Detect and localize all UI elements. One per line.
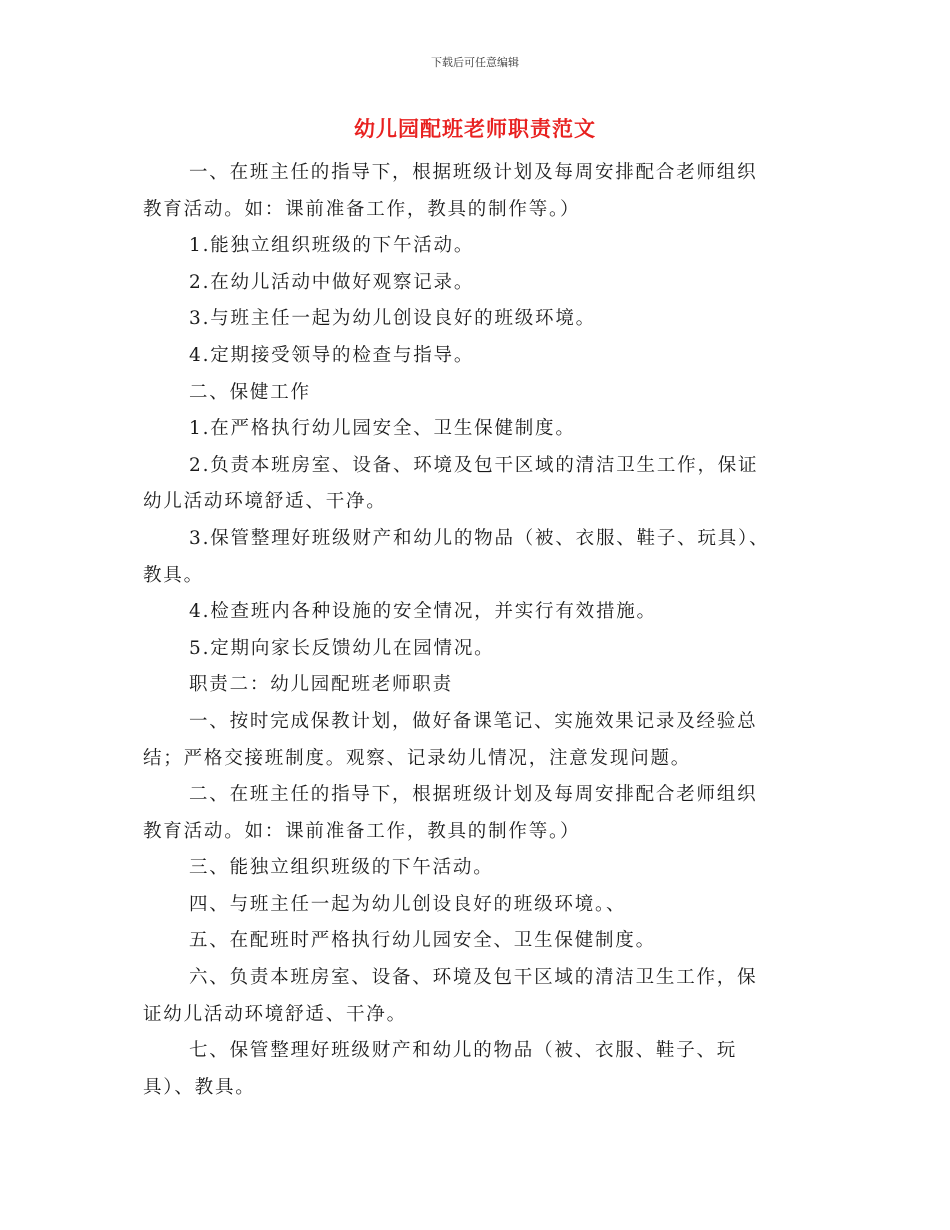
paragraph-line: 一、按时完成保教计划，做好备课笔记、实施效果记录及经验总 xyxy=(189,710,758,732)
paragraph-line: 职责二：幼儿园配班老师职责 xyxy=(189,674,453,696)
paragraph-line: 二、保健工作 xyxy=(189,381,311,403)
paragraph xyxy=(143,155,810,228)
paragraph-line: 幼儿活动环境舒适、干净。 xyxy=(143,491,387,513)
paragraph xyxy=(143,704,810,777)
paragraph xyxy=(143,338,810,375)
paragraph xyxy=(143,448,810,521)
paragraph-line: 七、保管整理好班级财产和幼儿的物品（被、衣服、鞋子、玩 xyxy=(189,1040,738,1062)
paragraph-line: 2.在幼儿活动中做好观察记录。 xyxy=(189,271,475,293)
paragraph-line: 证幼儿活动环境舒适、干净。 xyxy=(143,1003,407,1025)
paragraph xyxy=(143,594,810,631)
paragraph xyxy=(143,301,810,338)
paragraph-line: 4.定期接受领导的检查与指导。 xyxy=(189,344,475,366)
paragraph-line: 六、负责本班房室、设备、环境及包干区域的清洁卫生工作，保 xyxy=(189,967,758,989)
paragraph xyxy=(143,1033,810,1106)
paragraph xyxy=(143,960,810,1033)
paragraph-line: 结；严格交接班制度。观察、记录幼儿情况，注意发现问题。 xyxy=(143,747,692,769)
paragraph-line: 3.与班主任一起为幼儿创设良好的班级环境。 xyxy=(189,308,596,330)
paragraph xyxy=(143,667,810,704)
paragraph xyxy=(143,850,810,887)
document-title: 幼儿园配班老师职责范文 xyxy=(354,116,596,141)
paragraph xyxy=(143,777,810,850)
paragraph-line: 具）、教具。 xyxy=(143,1076,256,1098)
paragraph-line: 三、能独立组织班级的下午活动。 xyxy=(189,857,494,879)
paragraph-line: 3.保管整理好班级财产和幼儿的物品（被、衣服、鞋子、玩具）、 xyxy=(189,527,770,549)
paragraph-line: 1.能独立组织班级的下午活动。 xyxy=(189,235,475,257)
paragraph-line: 四、与班主任一起为幼儿创设良好的班级环境。、 xyxy=(189,893,627,915)
document-body xyxy=(143,155,810,1106)
paragraph xyxy=(143,411,810,448)
paragraph xyxy=(143,228,810,265)
paragraph-line: 教育活动。如：课前准备工作，教具的制作等。） xyxy=(143,198,581,220)
paragraph-line: 5.定期向家长反馈幼儿在园情况。 xyxy=(189,637,495,659)
paragraph-line: 1.在严格执行幼儿园安全、卫生保健制度。 xyxy=(189,418,576,440)
paragraph-line: 二、在班主任的指导下，根据班级计划及每周安排配合老师组织 xyxy=(189,784,758,806)
paragraph-line: 五、在配班时严格执行幼儿园安全、卫生保健制度。 xyxy=(189,930,656,952)
paragraph xyxy=(143,521,810,594)
paragraph-line: 教育活动。如：课前准备工作，教具的制作等。） xyxy=(143,820,581,842)
paragraph xyxy=(143,631,810,668)
paragraph-line: 4.检查班内各种设施的安全情况，并实行有效措施。 xyxy=(189,601,657,623)
header-note: 下载后可任意编辑 xyxy=(431,56,519,69)
paragraph xyxy=(143,887,810,924)
paragraph-line: 2.负责本班房室、设备、环境及包干区域的清洁卫生工作，保证 xyxy=(189,454,759,476)
paragraph-line: 一、在班主任的指导下，根据班级计划及每周安排配合老师组织 xyxy=(189,162,758,183)
paragraph xyxy=(143,265,810,302)
paragraph-line: 教具。 xyxy=(143,564,204,586)
paragraph xyxy=(143,375,810,412)
paragraph xyxy=(143,923,810,960)
